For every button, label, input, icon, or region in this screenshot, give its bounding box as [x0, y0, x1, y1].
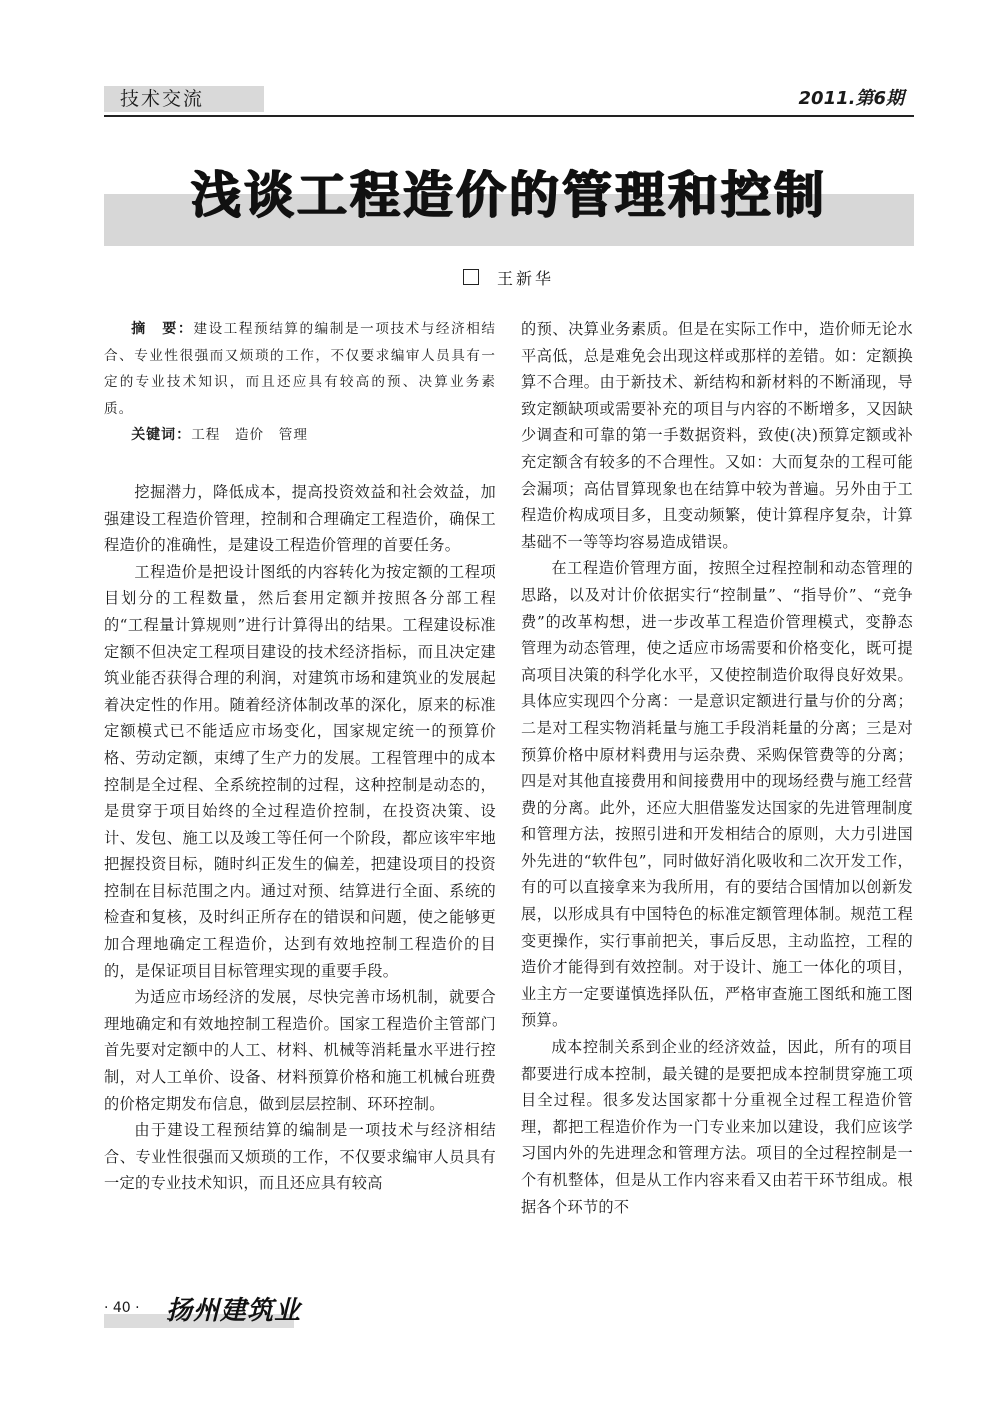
body-paragraph: 成本控制关系到企业的经济效益，因此，所有的项目都要进行成本控制，最关键的是要把成本控制贯穿施工项目全过程。很多发达国家都十分重视全过程工程造价管理，都把工程造价作为一门专业来加以建设，我们应该学习国内外的先进理念和管理方法。项目的全过程控制是一个有机整体，但是从工作内容来看又由若干环节组成。根据各个环节的不: [521, 1038, 913, 1216]
header-rule: [104, 115, 914, 117]
page-footer: [104, 1298, 304, 1328]
author-line: [463, 266, 554, 288]
page-header: [104, 86, 914, 116]
body-paragraph: 为适应市场经济的发展，尽快完善市场机制，就要合理地确定和有效地控制工程造价。国家工程造价主管部门首先要对定额中的人工、材料、机械等消耗量水平进行控制，对人工单价、设备、材料预算价格和施工机械台班费的价格定期发布信息，做到层层控制、环环控制。: [104, 988, 496, 1113]
abstract-label: 摘 要：: [131, 321, 194, 337]
body-paragraph: 在工程造价管理方面，按照全过程控制和动态管理的思路，以及对计价依据实行“控制量”、“指导价”、“竞争费”的改革构想，进一步改革工程造价管理模式，变静态管理为动态管理，使之适应市场需要和价格变化，既可提高项目决策的科学化水平，又使控制造价取得良好效果。具体应实现四个分离：一是意识定额进行量与价的分离；二是对工程实物消耗量与施工手段消耗量的分离；三是对预算价格中原材料费用与运杂费、采购保管费等的分离；四是对其他直接费用和间接费用中的现场经费与施工经营费的分离。此外，还应大胆借鉴发达国家的先进管理制度和管理方法，按照引进和开发相结合的原则，大力引进国外先进的“软件包”，同时做好消化吸收和二次开发工作，有的可以直接拿来为我所用，有的要结合国情加以创新发展，以形成具有中国特色的标准定额管理体制。规范工程变更操作，实行事前把关，事后反思，主动监控，工程的造价才能得到有效控制。对于设计、施工一体化的项目，业主方一定要谨慎选择队伍，严格审查施工图纸和施工图预算。: [521, 559, 913, 1030]
abstract-spacer: [104, 449, 496, 477]
keywords-text: 工程 造价 管理: [191, 427, 308, 444]
body-paragraph: 由于建设工程预结算的编制是一项技术与经济相结合、专业性很强而又烦琐的工作，不仅要求编审人员具有一定的专业技术知识，而且还应具有较高: [104, 1121, 496, 1193]
keywords: [104, 422, 496, 449]
body-paragraph: 工程造价是把设计图纸的内容转化为按定额的工程项目划分的工程数量，然后套用定额并按照各分部工程的“工程量计算规则”进行计算得出的结果。工程建设标准定额不但决定工程项目建设的技术经济指标，而且决定建筑业能否获得合理的利润，对建筑市场和建筑业的发展起着决定性的作用。随着经济体制改革的深化，原来的标准定额模式已不能适应市场变化，国家规定统一的预算价格、劳动定额，束缚了生产力的发展。工程管理中的成本控制是全过程、全系统控制的过程，这种控制是动态的，是贯穿于项目始终的全过程造价控制，在投资决策、设计、发包、施工以及竣工等任何一个阶段，都应该牢牢地把握投资目标，随时纠正发生的偏差，把建设项目的投资控制在目标范围之内。通过对预、结算进行全面、系统的检查和复核，及时纠正所存在的错误和问题，使之能够更加合理地确定工程造价，达到有效地控制工程造价的目的，是保证项目目标管理实现的重要手段。: [104, 562, 496, 980]
author-name: 王新华: [497, 268, 555, 288]
body-paragraph: 的预、决算业务素质。但是在实际工作中，造价师无论水平高低，总是难免会出现这样或那样的差错。如：定额换算不合理。由于新技术、新结构和新材料的不断涌现，导致定额缺项或需要补充的项目与内容的不断增多，又因缺少调查和可靠的第一手数据资料，致使(决)预算定额或补充定额含有较多的不合理性。又如：大而复杂的工程可能会漏项；高估冒算现象也在结算中较为普遍。另外由于工程造价构成项目多，且变动频繁，使计算程序复杂，计算基础不一等等均容易造成错误。: [521, 320, 913, 551]
abstract: [104, 316, 496, 422]
body-paragraph: 挖掘潜力，降低成本，提高投资效益和社会效益，加强建设工程造价管理，控制和合理确定工程造价，确保工程造价的准确性，是建设工程造价管理的首要任务。: [104, 482, 496, 555]
author-box-icon: [463, 269, 479, 285]
left-column: [104, 316, 496, 1197]
keywords-label: 关键词：: [131, 427, 192, 444]
right-column: [521, 316, 913, 1220]
article-title: 浅谈工程造价的管理和控制: [191, 166, 827, 224]
abstract-text: 建设工程预结算的编制是一项技术与经济相结合、专业性很强而又烦琐的工作，不仅要求编审人员具有一定的专业技术知识，而且还应具有较高的预、决算业务素质。: [104, 321, 496, 417]
journal-logo: 扬州建筑业: [166, 1296, 302, 1326]
section-label: 技术交流: [104, 86, 264, 112]
page-number: · 40 ·: [104, 1300, 140, 1316]
issue-number: 2011.第6期: [798, 88, 904, 109]
